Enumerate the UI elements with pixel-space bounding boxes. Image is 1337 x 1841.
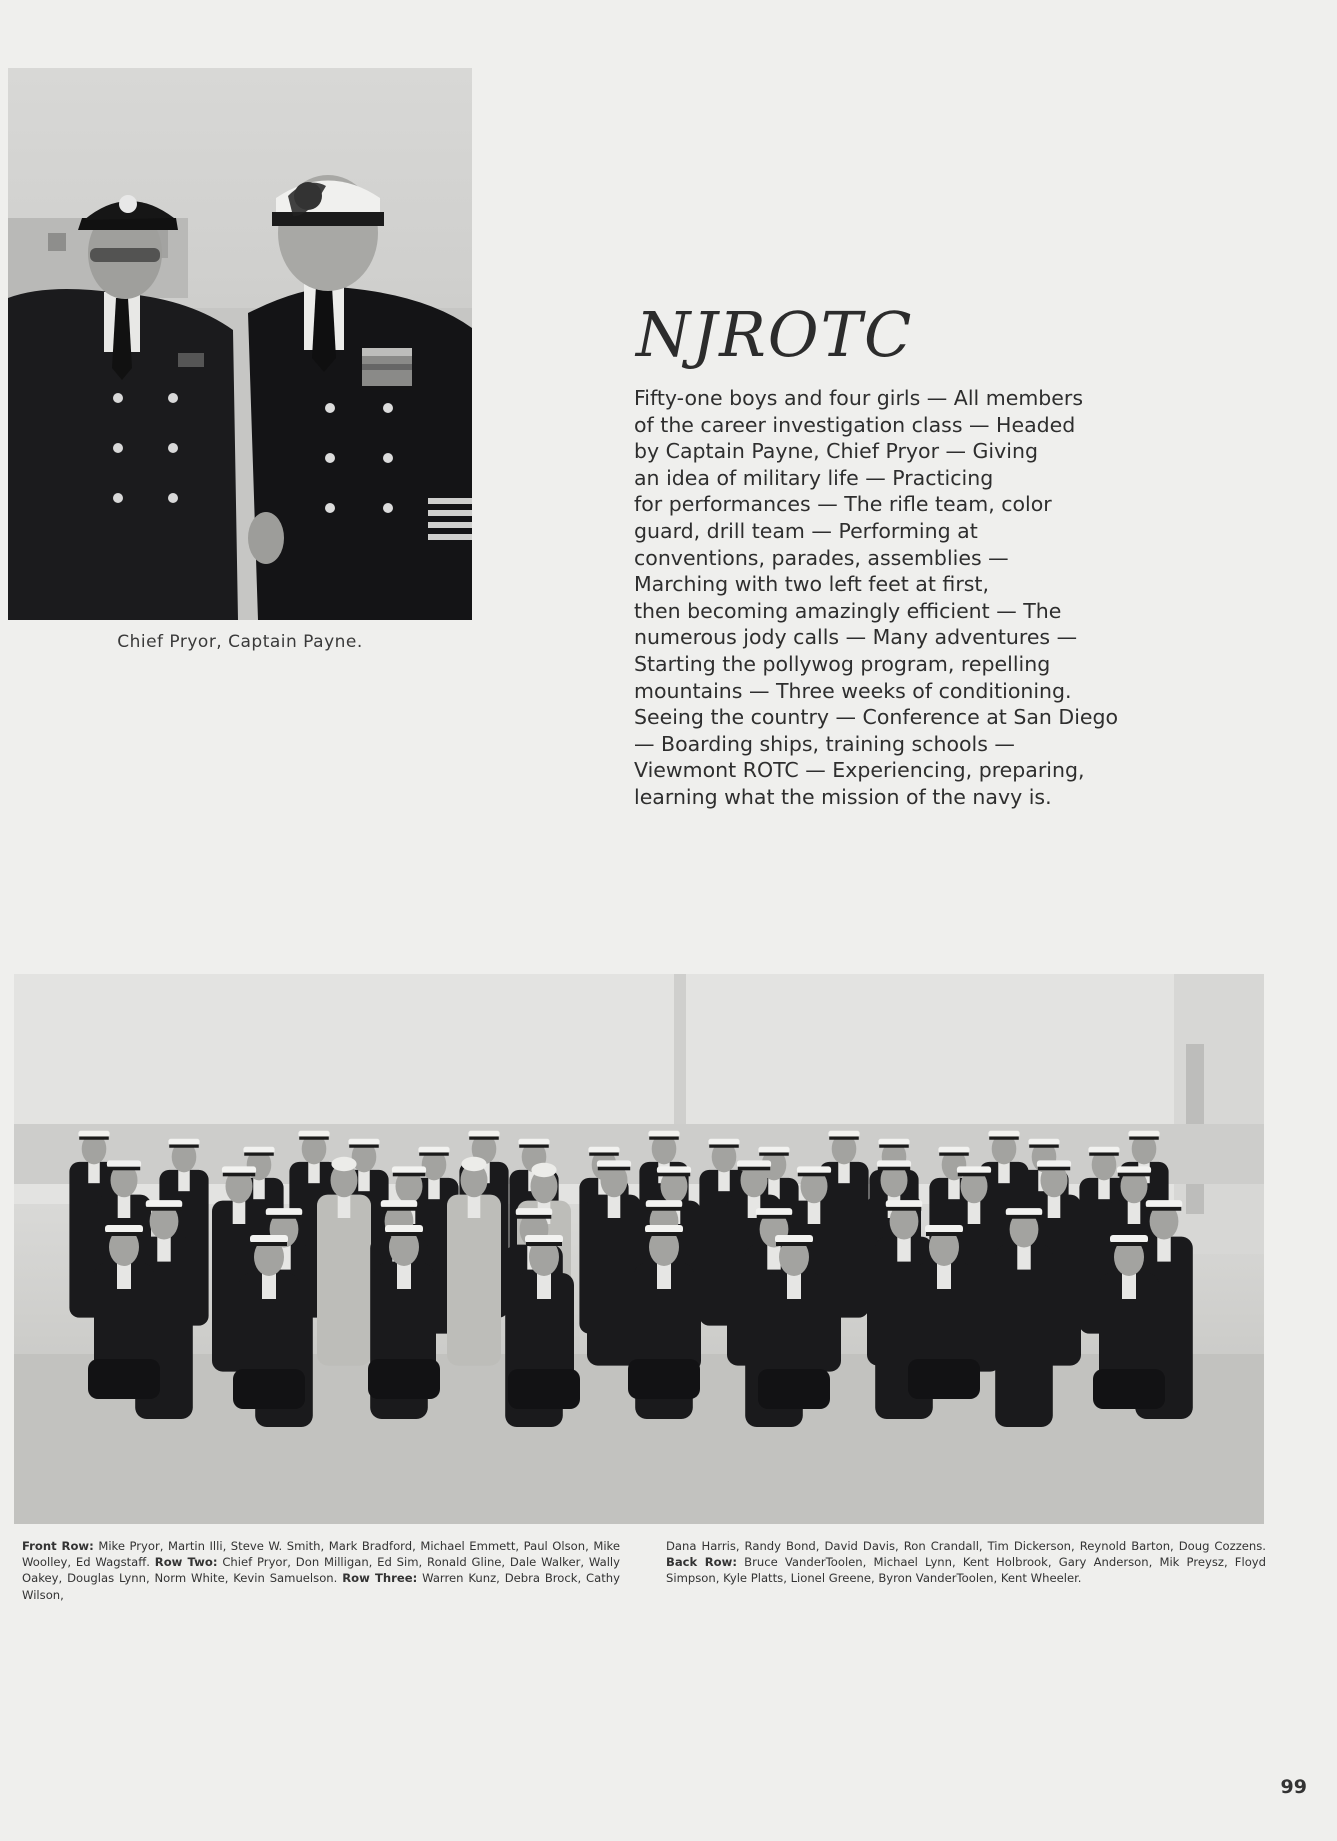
article-line: mountains — Three weeks of conditioning. <box>634 678 1072 703</box>
article-line: numerous jody calls — Many adventures — <box>634 625 1078 650</box>
front-row-names: Mike Pryor, Martin Illi, Steve W. Smith, Mark Bradford, Michael Emmett, Paul Olson, Mike Woolley, Ed Wagstaff. <box>22 1539 620 1570</box>
row-two-names: Chief Pryor, Don Milligan, Ed Sim, Ronald Gline, Dale Walker, Wally Oakey, Douglas Lynn, Norm White, Kevin Samuelson. <box>22 1555 621 1586</box>
article-line: Marching with two left feet at first, <box>634 572 989 597</box>
row-three-label: Row Three: <box>342 1571 418 1586</box>
roster-right <box>666 1538 1266 1587</box>
page-title: NJROTC <box>636 298 914 371</box>
article-line: of the career investigation class — Headed <box>634 412 1076 437</box>
roster-left <box>22 1538 620 1603</box>
article-line: conventions, parades, assemblies — <box>634 545 1009 570</box>
portrait-caption: Chief Pryor, Captain Payne. <box>117 632 363 652</box>
article-line: guard, drill team — Performing at <box>634 518 978 543</box>
group-photo-illustration <box>14 974 1264 1524</box>
row-two-label: Row Two: <box>154 1555 218 1570</box>
row-three-names-part2: Dana Harris, Randy Bond, David Davis, Ron Crandall, Tim Dickerson, Reynold Barton, Doug Cozzens. <box>666 1539 1266 1553</box>
back-row-label: Back Row: <box>666 1555 737 1570</box>
article-text <box>634 385 1174 811</box>
group-photo <box>14 974 1264 1524</box>
article-line: Seeing the country — Conference at San Diego <box>634 705 1119 730</box>
portrait-photo <box>8 68 472 620</box>
article-line: Fifty-one boys and four girls — All members <box>634 386 1084 410</box>
portrait-photo-illustration <box>8 68 472 620</box>
article-line: — Boarding ships, training schools — <box>634 731 1015 756</box>
article-line: for performances — The rifle team, color <box>634 492 1052 517</box>
article-line: Starting the pollywog program, repelling <box>634 651 1051 676</box>
article-line: Viewmont ROTC — Experiencing, preparing, <box>634 758 1085 783</box>
front-row-label: Front Row: <box>22 1539 94 1553</box>
article-line: an idea of military life — Practicing <box>634 465 994 490</box>
row-three-names-part1: Warren Kunz, Debra Brock, Cathy Wilson, <box>22 1571 620 1602</box>
page-number: 99 <box>1280 1776 1307 1798</box>
article-line: learning what the mission of the navy is. <box>634 784 1052 809</box>
article-line: then becoming amazingly efficient — The <box>634 598 1062 623</box>
back-row-names: Bruce VanderToolen, Michael Lynn, Kent Holbrook, Gary Anderson, Mik Preysz, Floyd Simpson, Kyle Platts, Lionel Greene, Byron VanderToolen, Kent Wheeler. <box>666 1555 1267 1586</box>
article-line: by Captain Payne, Chief Pryor — Giving <box>634 439 1038 464</box>
